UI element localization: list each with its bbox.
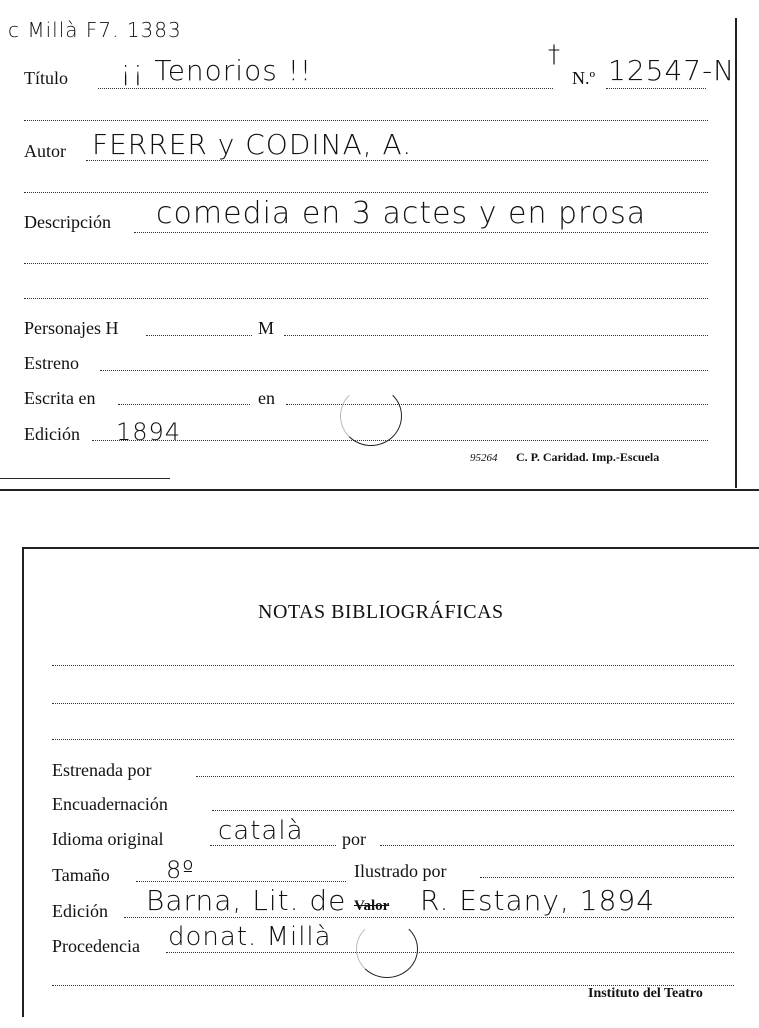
idioma-value: català xyxy=(218,816,304,846)
notas-title: NOTAS BIBLIOGRÁFICAS xyxy=(258,601,504,623)
en-label: en xyxy=(258,388,275,408)
edicion-b-value-a: Barna, Lit. de xyxy=(146,884,347,917)
descripcion-value: comedia en 3 actes y en prosa xyxy=(156,196,647,231)
edicion-value: 1894 xyxy=(116,418,182,446)
card-top-lower-line xyxy=(0,478,170,479)
estrenada-line xyxy=(196,776,734,777)
personajes-h-line xyxy=(146,335,252,336)
punch-hole-top xyxy=(340,386,402,446)
descripcion-label: Descripción xyxy=(24,212,111,232)
estrenada-label: Estrenada por xyxy=(52,760,152,780)
corner-note: c Millà F7. 1383 xyxy=(8,18,182,42)
encuadernacion-line xyxy=(212,810,734,811)
numero-value: 12547-N xyxy=(608,54,736,87)
punch-hole-bottom xyxy=(356,920,418,978)
descripcion-line-3 xyxy=(24,298,708,299)
ilustrado-line xyxy=(480,877,734,878)
printer-code: 95264 xyxy=(470,452,498,464)
autor-value: FERRER y CODINA, A. xyxy=(92,128,413,161)
escrita-label: Escrita en xyxy=(24,388,96,408)
edicion-line xyxy=(92,440,708,441)
procedencia-label: Procedencia xyxy=(52,936,140,956)
ilustrado-label: Ilustrado por xyxy=(354,861,447,881)
personajes-label: Personajes H xyxy=(24,318,119,338)
titulo-line-2 xyxy=(24,120,708,121)
printer-text: C. P. Caridad. Imp.-Escuela xyxy=(516,450,660,464)
tamano-label: Tamaño xyxy=(52,865,110,885)
por-label: por xyxy=(342,829,366,849)
edicion-b-label: Edición xyxy=(52,901,108,921)
procedencia-line xyxy=(166,952,734,953)
m-label: M xyxy=(258,318,275,338)
titulo-label: Título xyxy=(24,68,68,88)
idioma-label: Idioma original xyxy=(52,829,164,849)
card-top-right-edge xyxy=(735,18,737,488)
personajes-m-line xyxy=(284,335,708,336)
estreno-line xyxy=(100,370,708,371)
tamano-value: 8º xyxy=(166,856,195,884)
notas-line-3 xyxy=(52,739,734,740)
numero-label: N.º xyxy=(572,68,596,88)
edicion-b-line xyxy=(124,917,734,918)
cross-mark: † xyxy=(548,40,561,68)
edicion-b-valor: Valor xyxy=(354,898,390,914)
edicion-b-value-b: R. Estany, 1894 xyxy=(420,884,656,917)
autor-label: Autor xyxy=(24,141,66,161)
card-top-bottom-edge xyxy=(0,489,759,491)
estreno-label: Estreno xyxy=(24,353,79,373)
numero-line xyxy=(606,88,706,89)
titulo-line xyxy=(98,88,553,89)
idioma-por-line xyxy=(380,845,734,846)
descripcion-line xyxy=(134,232,708,233)
notas-line-2 xyxy=(52,703,734,704)
card-bottom-left-edge xyxy=(22,547,24,1017)
procedencia-value: donat. Millà xyxy=(168,922,332,952)
institution-name: Instituto del Teatro xyxy=(588,986,703,1001)
autor-line-2 xyxy=(24,192,708,193)
descripcion-line-2 xyxy=(24,263,708,264)
card-bottom-top-edge xyxy=(22,547,759,549)
escrita-line xyxy=(118,404,250,405)
notas-line-1 xyxy=(52,665,734,666)
edicion-label: Edición xyxy=(24,424,80,444)
titulo-value: ¡¡ Tenorios !! xyxy=(120,54,313,87)
encuadernacion-label: Encuadernación xyxy=(52,794,168,814)
